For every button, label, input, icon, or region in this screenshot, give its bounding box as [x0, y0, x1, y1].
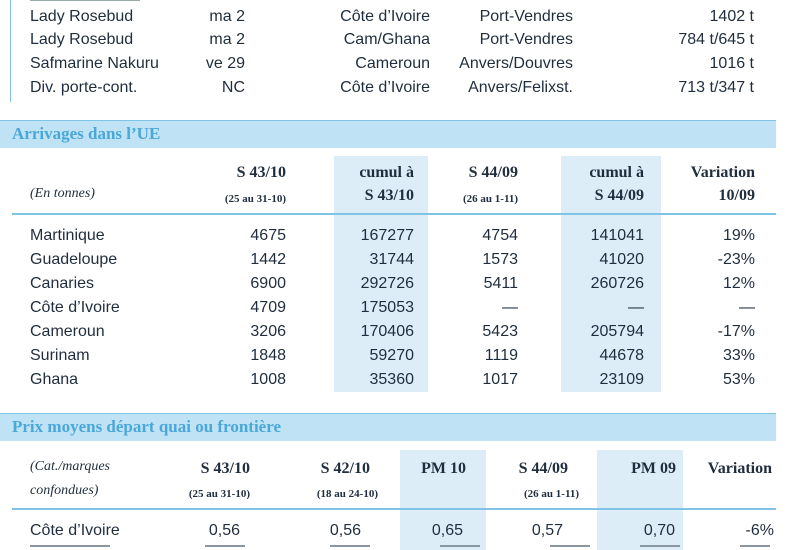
value-s43: 3206 [250, 323, 286, 340]
col-subheader-cumul44: S 44/09 [594, 187, 644, 204]
value-variation: -23% [717, 251, 755, 268]
cut-off-row [30, 0, 760, 2]
origin: Côte d’Ivoire [340, 79, 430, 96]
value-cumul44: 23109 [599, 371, 644, 388]
col-subheader-s44: (26 au 1-11) [463, 193, 518, 205]
origin-name: Ghana [30, 371, 79, 388]
value-cumul43: 170406 [360, 323, 414, 340]
col-subheader-variation: 10/09 [718, 187, 755, 204]
tonnage: 713 t/347 t [678, 79, 754, 96]
col-subheader-s44: (26 au 1-11) [524, 488, 579, 500]
prices-header-rule [12, 508, 776, 510]
tonnage: 784 t/645 t [678, 31, 754, 48]
origin-name: Cameroun [30, 323, 105, 340]
arrival-day: ve 29 [205, 55, 245, 72]
col-header-cumul44: cumul à [589, 164, 644, 181]
origin-name: Martinique [30, 227, 105, 244]
value-s43: 1442 [250, 251, 286, 268]
value-s43: 1008 [250, 371, 286, 388]
ship-name: Safmarine Nakuru [30, 55, 159, 72]
value-s44: 1573 [482, 251, 518, 268]
value-cumul43: 35360 [369, 371, 414, 388]
value-cumul43: 167277 [360, 227, 414, 244]
unit-note: (En tonnes) [30, 186, 95, 201]
origin-name: Canaries [30, 275, 95, 292]
port: Anvers/Douvres [459, 55, 573, 72]
col-header-s44: S 44/09 [468, 164, 518, 181]
col-header-pm09: PM 09 [631, 460, 676, 477]
tonnage: 1016 t [709, 55, 754, 72]
price-s43: 0,56 [208, 522, 240, 539]
col-header-cumul43: cumul à [359, 164, 414, 181]
value-cumul44: 205794 [590, 323, 644, 340]
tonnage: 1402 t [709, 8, 754, 25]
value-s44: 1017 [482, 371, 518, 388]
price-s42: 0,56 [329, 522, 361, 539]
value-s43: 6900 [250, 275, 286, 292]
value-cumul43: 175053 [360, 299, 414, 316]
value-s43: 1848 [250, 347, 286, 364]
origin-name: Guadeloupe [30, 251, 118, 268]
value-s44: 5411 [483, 275, 518, 292]
arrivals-header-rule [12, 213, 776, 215]
value-cumul44: 41020 [599, 251, 644, 268]
col-subheader-cumul43: S 43/10 [364, 187, 414, 204]
origin: Côte d’Ivoire [340, 8, 430, 25]
port: Port-Vendres [479, 31, 573, 48]
value-cumul43: 292726 [360, 275, 414, 292]
value-variation: 53% [722, 371, 755, 388]
col-header-variation: Variation [707, 460, 772, 477]
value-s43: 4709 [250, 299, 286, 316]
value-cumul43: 59270 [369, 347, 414, 364]
ship-name: Div. porte-cont. [30, 79, 138, 96]
value-s44: 4754 [482, 227, 518, 244]
value-s44: 5423 [482, 323, 518, 340]
arrivals-section-title: Arrivages dans l’UE [12, 124, 161, 143]
value-cumul43: 31744 [369, 251, 414, 268]
arrival-day: ma 2 [209, 8, 245, 25]
ship-name: Lady Rosebud [30, 8, 134, 25]
prices-section-bar [0, 413, 776, 441]
port: Port-Vendres [479, 8, 573, 25]
price-s44: 0,57 [531, 522, 563, 539]
col-header-s44: S 44/09 [518, 460, 568, 477]
col-header-s42: S 42/10 [320, 460, 370, 477]
cut-off-row [30, 545, 770, 550]
col-header-pm10: PM 10 [421, 460, 466, 477]
left-rule [10, 0, 11, 102]
value-cumul44: 44678 [599, 347, 644, 364]
value-cumul44: 141041 [590, 227, 644, 244]
col-subheader-s43: (25 au 31-10) [188, 488, 250, 500]
value-cumul44: — [628, 299, 644, 316]
origin: Cam/Ghana [343, 31, 430, 48]
col-subheader-s43: (25 au 31-10) [224, 193, 286, 205]
ship-name: Lady Rosebud [30, 31, 134, 48]
value-s44: 1119 [484, 347, 518, 364]
value-variation: 33% [722, 347, 755, 364]
value-variation: 12% [722, 275, 755, 292]
value-cumul44: 260726 [590, 275, 644, 292]
origin-name: Côte d’Ivoire [30, 522, 120, 539]
origin-name: Surinam [30, 347, 90, 364]
col-subheader-s42: (18 au 24-10) [316, 488, 378, 500]
col-header-s43: S 43/10 [200, 460, 250, 477]
col-header-s43: S 43/10 [236, 164, 286, 181]
price-pm09: 0,70 [643, 522, 675, 539]
price-pm10: 0,65 [431, 522, 463, 539]
arrivals-section-bar [0, 120, 776, 148]
prices-section-title: Prix moyens départ quai ou frontière [12, 417, 281, 436]
value-variation: — [739, 299, 755, 316]
value-variation: -17% [717, 323, 755, 340]
arrival-day: NC [221, 79, 245, 96]
origin: Cameroun [355, 55, 430, 72]
price-note-line1: (Cat./marques [30, 459, 110, 474]
col-header-variation: Variation [690, 164, 755, 181]
price-variation: -6% [745, 522, 774, 539]
arrival-day: ma 2 [209, 31, 245, 48]
value-variation: 19% [722, 227, 755, 244]
port: Anvers/Felixst. [468, 79, 573, 96]
price-note-line2: confondues) [30, 483, 99, 498]
value-s43: 4675 [250, 227, 286, 244]
origin-name: Côte d’Ivoire [30, 299, 120, 316]
value-s44: — [502, 299, 518, 316]
